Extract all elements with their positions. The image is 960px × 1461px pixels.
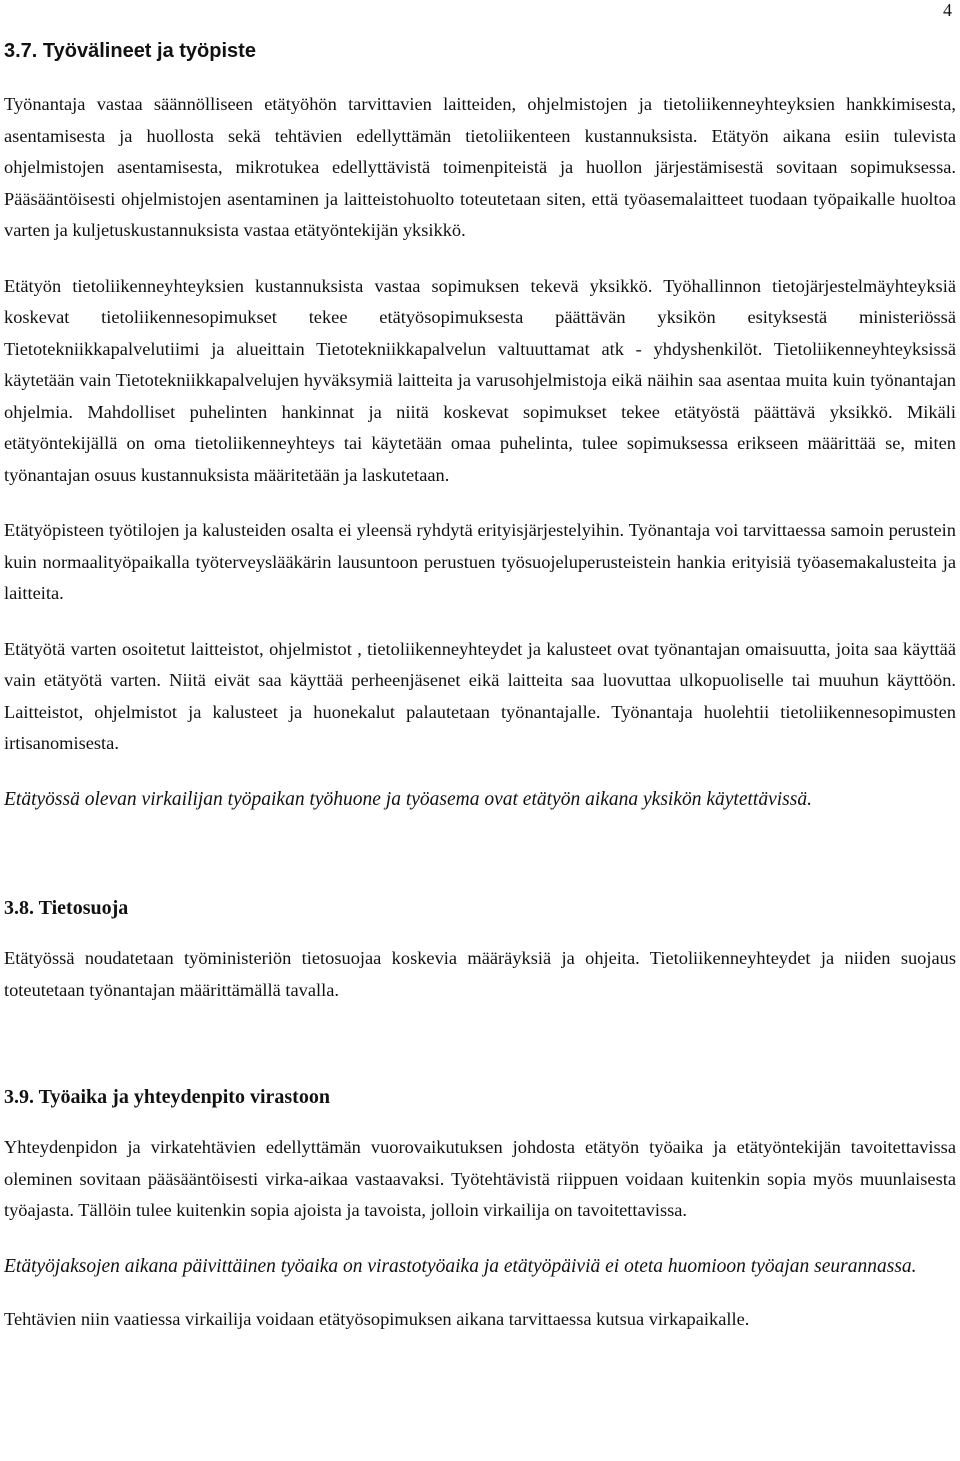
section-heading-3-8: 3.8. Tietosuoja xyxy=(4,897,129,919)
italic-note: Etätyöjaksojen aikana päivittäinen työaika on virastotyöaika ja etätyöpäiviä ei oteta huomioon työajan seurannassa. xyxy=(4,1255,917,1277)
paragraph: Etätyötä varten osoitetut laitteistot, ohjelmistot , tietoliikenneyhteydet ja kalusteet ovat työnantajan omaisuutta, joita saa käyttää vain etätyötä varten. Niitä eivät saa käyttää perheenjäsenet eikä laitteita saa luovuttaa ulkopuoliselle tai muuhun käyttöön. Laitteistot, ohjelmistot ja kalusteet ja huonekalut palautetaan työnantajalle. Työnantaja huolehtii tietoliikennesopimusten irtisanomisesta. xyxy=(4,638,956,753)
paragraph: Yhteydenpidon ja virkatehtävien edellyttämän vuorovaikutuksen johdosta etätyön työaika ja etätyöntekijän tavoitettavissa oleminen sovitaan pääsääntöisesti virka-aikaa vastaavaksi. Työtehtävistä riippuen voidaan kuitenkin sopia myös muunlaisesta työajasta. Tällöin tulee kuitenkin sopia ajoista ja tavoista, jolloin virkailija on tavoitettavissa. xyxy=(4,1137,956,1220)
section-heading-3-9: 3.9. Työaika ja yhteydenpito virastoon xyxy=(4,1086,330,1108)
italic-note: Etätyössä olevan virkailijan työpaikan työhuone ja työasema ovat etätyön aikana yksikön käytettävissä. xyxy=(4,788,812,810)
section-heading-3-7: 3.7. Työvälineet ja työpiste xyxy=(4,40,256,62)
document-body xyxy=(4,38,956,1336)
paragraph: Etätyön tietoliikenneyhteyksien kustannuksista vastaa sopimuksen tekevä yksikkö. Työhallinnon tietojärjestelmäyhteyksiä koskevat tietoliikennesopimukset tekee etätyösopimuksesta päättävän yksikön esityksestä ministeriössä Tietotekniikkapalvelutiimi ja alueittain Tietotekniikkapalvelun valtuuttamat atk - yhdyshenkilöt. Tietoliikenneyhteyksissä käytetään vain Tietotekniikkapalvelujen hyväksymiä laitteita ja varusohjelmistoja eikä näihin saa asentaa muita kuin työnantajan ohjelmia. Mahdolliset puhelinten hankinnat ja niitä koskevat sopimukset tekee etätyöstä päättävä yksikkö. Mikäli etätyöntekijällä on oma tietoliikenneyhteys tai käytetään omaa puhelinta, tulee sopimuksessa erikseen määrittää se, miten työnantajan osuus kustannuksista määritetään ja laskutetaan. xyxy=(4,275,956,485)
paragraph: Työnantaja vastaa säännölliseen etätyöhön tarvittavien laitteiden, ohjelmistojen ja tietoliikenneyhteyksien hankkimisesta, asentamisesta ja huollosta sekä tehtävien edellyttämän tietoliikenteen kustannuksista. Etätyön aikana esiin tulevista ohjelmistojen asentamisesta, mikrotukea edellyttävistä toimenpiteistä ja huollon järjestämisestä sovitaan sopimuksessa. Pääsääntöisesti ohjelmistojen asentaminen ja laitteistohuolto toteutetaan siten, että työasemalaitteet tuodaan työpaikalle huoltoa varten ja kuljetuskustannuksista vastaa etätyöntekijän yksikkö. xyxy=(4,94,956,240)
page-number: 4 xyxy=(943,0,952,20)
closing-paragraph: Tehtävien niin vaatiessa virkailija voidaan etätyösopimuksen aikana tarvittaessa kutsua virkapaikalle. xyxy=(4,1309,750,1329)
paragraph: Etätyössä noudatetaan työministeriön tietosuojaa koskevia määräyksiä ja ohjeita. Tietoliikenneyhteydet ja niiden suojaus toteutetaan työnantajan määrittämällä tavalla. xyxy=(4,948,956,1000)
paragraph: Etätyöpisteen työtilojen ja kalusteiden osalta ei yleensä ryhdytä erityisjärjestelyihin. Työnantaja voi tarvittaessa samoin perustein kuin normaalityöpaikalla työterveyslääkärin lausuntoon perustuen työsuojeluperusteistein hankia erityisiä työasemakalusteita ja laitteita. xyxy=(4,520,956,603)
